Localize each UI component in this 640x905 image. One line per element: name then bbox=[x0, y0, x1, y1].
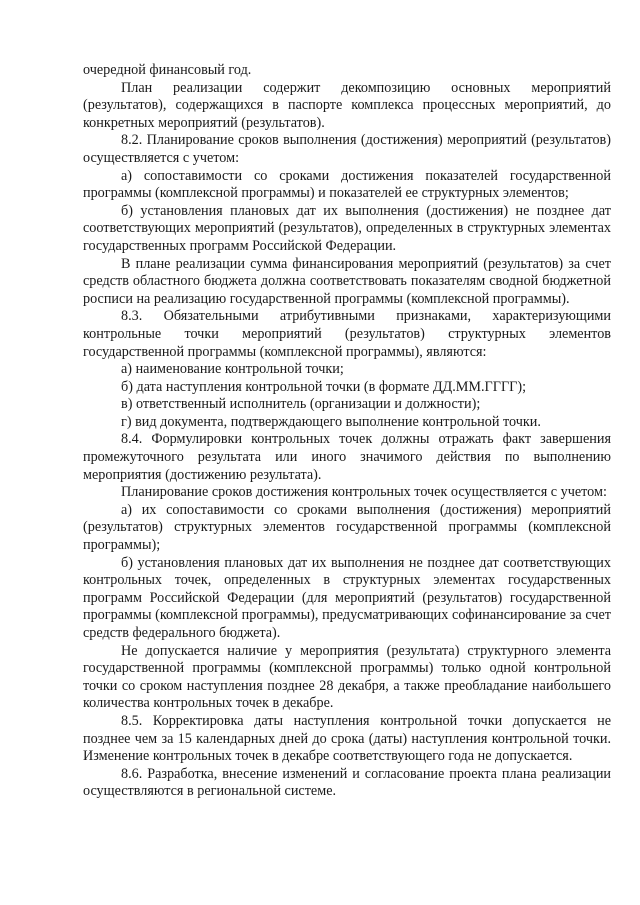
document-page bbox=[83, 62, 611, 801]
list-item-8-3-d: г) вид документа, подтверждающего выполнение контрольной точки. bbox=[121, 413, 541, 430]
list-item-8-3-b: б) дата наступления контрольной точки (в формате ДД.ММ.ГГГГ); bbox=[121, 378, 527, 395]
paragraph-financing: В плане реализации сумма финансирования мероприятий (результатов) за счет средств областного бюджета должна соответствовать показателям сводной бюджетной росписи на реализацию государственной программы (комплексной программы). bbox=[83, 255, 611, 307]
paragraph-8-6: 8.6. Разработка, внесение изменений и согласование проекта плана реализации осуществляются в региональной системе. bbox=[83, 765, 611, 800]
paragraph-8-4: 8.4. Формулировки контрольных точек должны отражать факт завершения промежуточного результата или иного значимого действия по выполнению мероприятия (достижению результата). bbox=[83, 431, 611, 483]
list-item-8-2-a: а) сопоставимости со сроками достижения показателей государственной программы (комплексной программы) и показателей ее структурных элементов; bbox=[83, 167, 611, 202]
list-item-control-b: б) установления плановых дат их выполнения не позднее дат соответствующих контрольных точек, определенных в структурных элементах государственных программ Российской Федерации (для мероприятий (результатов) государственной программы (комплексной программы), предусматривающих софинансирование за счет средств федерального бюджета). bbox=[83, 554, 611, 641]
paragraph-continuation: очередной финансовый год. bbox=[83, 62, 252, 78]
paragraph-restriction: Не допускается наличие у мероприятия (результата) структурного элемента государственной программы (комплексной программы) только одной контрольной точки со сроком наступления позднее 28 декабря, а также преобладание наибольшего количества контрольных точек в декабре. bbox=[83, 642, 611, 712]
paragraph-8-2: 8.2. Планирование сроков выполнения (достижения) мероприятий (результатов) осуществляется с учетом: bbox=[83, 132, 611, 166]
list-item-control-a: а) их сопоставимости со сроками выполнения (достижения) мероприятий (результатов) структурных элементов государственной программы (комплексной программы); bbox=[83, 501, 611, 554]
list-item-8-2-b: б) установления плановых дат их выполнения (достижения) не позднее дат соответствующих мероприятий (результатов), определенных в структурных элементах государственных программ Российской Федерации. bbox=[83, 202, 611, 254]
paragraph-planning-control-points: Планирование сроков достижения контрольных точек осуществляется с учетом: bbox=[121, 484, 607, 501]
paragraph-8-5: 8.5. Корректировка даты наступления контрольной точки допускается не позднее чем за 15 календарных дней до срока (даты) наступления контрольной точки. Изменение контрольных точек в декабре соответствующего года не допускается. bbox=[83, 712, 611, 765]
paragraph-8-3: 8.3. Обязательными атрибутивными признаками, характеризующими контрольные точки мероприятий (результатов) структурных элементов государственной программы (комплексной программы), являются: bbox=[83, 308, 611, 360]
paragraph-plan-content: План реализации содержит декомпозицию основных мероприятий (результатов), содержащихся в паспорте комплекса процессных мероприятий, до конкретных мероприятий (результатов). bbox=[83, 79, 611, 131]
list-item-8-3-c: в) ответственный исполнитель (организации и должности); bbox=[121, 396, 481, 413]
list-item-8-3-a: а) наименование контрольной точки; bbox=[121, 361, 344, 378]
